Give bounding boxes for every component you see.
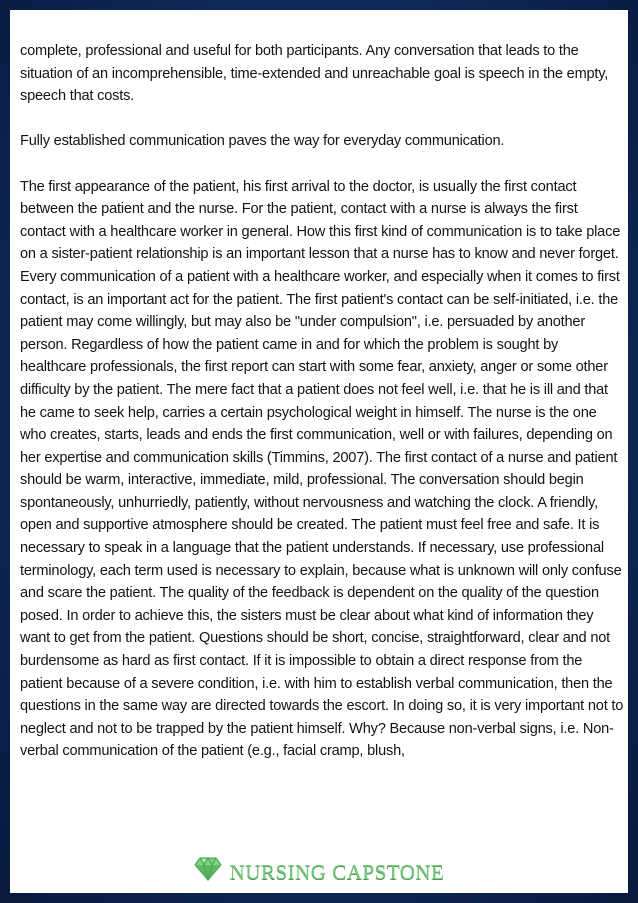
paragraph-3: The first appearance of the patient, his first arrival to the doctor, is usually the first contact between the patient and the nurse. For the patient, contact with a nurse is always the first contact with a healthcare worker in general. How this first kind of communication is to take place on a sister-patient relationship is an important lesson that a nurse has to know and never forget. Every communication of a patient with a healthcare worker, and especially when it comes to first contact, is an important act for the patient. The first patient's contact can be self-initiated, i.e. the patient may come willingly, but may also be "under compulsion", i.e. persuaded by another person. Regardless of how the patient came in and for which the problem is sought by healthcare professionals, the first report can start with some fear, anxiety, anger or some other difficulty by the patient. The mere fact that a patient does not feel well, i.e. that he is ill and that he came to seek help, carries a certain psychological weight in himself. The nurse is the one who creates, starts, leads and ends the first communication, well or with failures, depending on her expertise and communication skills (Timmins, 2007). The first contact of a nurse and patient should be warm, interactive, immediate, mild, professional. The conversation should begin spontaneously, unhurriedly, patiently, without nervousness and watching the clock. A friendly, open and supportive atmosphere should be created. The patient must feel free and safe. It is necessary to speak in a language that the patient understands. If necessary, use professional terminology, each term used is necessary to explain, because what is unknown will only confuse and scare the patient. The quality of the feedback is dependent on the quality of the question posed. In order to achieve this, the sisters must be clear about what kind of information they want to get from the patient. Questions should be short, concise, straightforward, clear and not burdensome as hard as first contact. If it is impossible to obtain a direct response from the patient because of a severe condition, i.e. with him to establish verbal communication, then the questions in the same way are directed towards the escort. In doing so, it is very important not to neglect and not to be trapped by the patient himself. Why? Because non-verbal signs, i.e. Non-verbal communication of the patient (e.g., facial cramp, blush,: [20, 178, 624, 760]
paragraph-2: Fully established communication paves the way for everyday communication.: [20, 133, 505, 150]
paragraph-1: complete, professional and useful for both participants. Any conversation that leads to the situation of an incomprehensible, time-extended and unreachable goal is speech in the empty, speech that costs.: [20, 43, 609, 105]
brand-logo: [194, 857, 445, 887]
footer: [10, 847, 628, 897]
diamond-icon: [194, 857, 222, 887]
document-body: [20, 40, 626, 763]
document-page: [10, 10, 628, 893]
brand-name: NURSING CAPSTONE: [229, 859, 445, 884]
